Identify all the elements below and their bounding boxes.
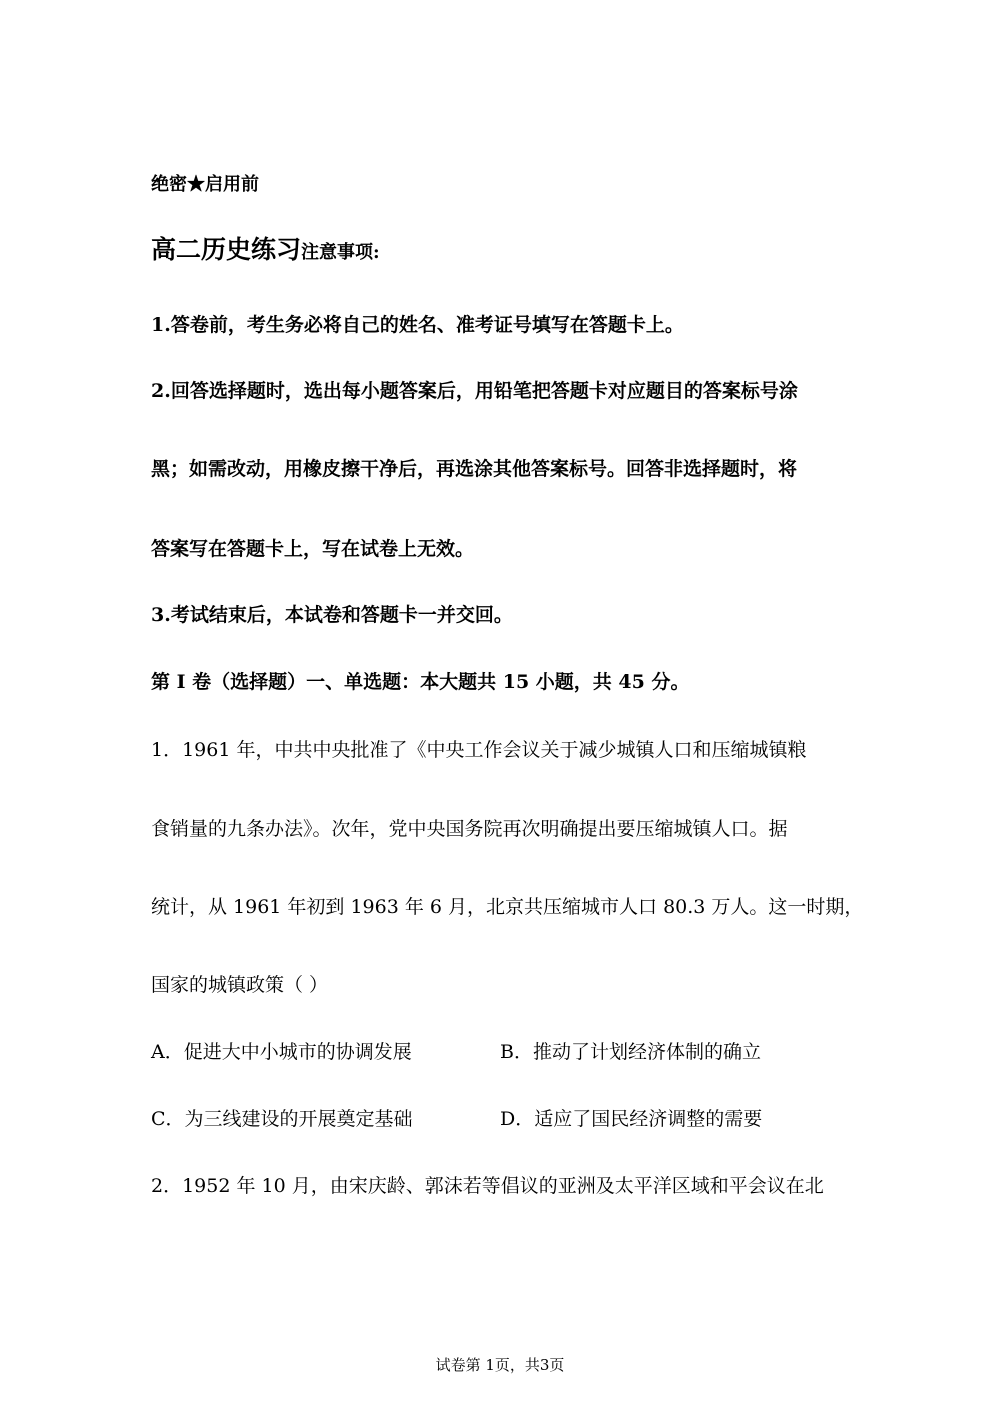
notice-1: 1.答卷前，考生务必将自己的姓名、准考证号填写在答题卡上。 [151,314,684,336]
notice-2-line-1: 2.回答选择题时，选出每小题答案后，用铅笔把答题卡对应题目的答案标号涂 [151,380,798,402]
section-heading: 第 I 卷（选择题）一、单选题：本大题共 15 小题，共 45 分。 [151,671,690,693]
notice-3: 3.考试结束后，本试卷和答题卡一并交回。 [151,604,513,626]
notice-2-line-2: 黑；如需改动，用橡皮擦干净后，再选涂其他答案标号。回答非选择题时，将 [151,458,798,480]
question-1-option-a: A．促进大中小城市的协调发展 [151,1041,412,1063]
question-2-line-1: 2．1952 年 10 月，由宋庆龄、郭沫若等倡议的亚洲及太平洋区域和平会议在北 [151,1175,824,1197]
question-1-line-2: 食销量的九条办法》。次年，党中央国务院再次明确提出要压缩城镇人口。据 [151,818,788,840]
page-footer: 试卷第 1页，共3页 [435,1356,565,1374]
secret-mark: 绝密★启用前 [151,174,259,195]
question-1-option-b: B．推动了计划经济体制的确立 [500,1041,761,1063]
question-1-option-d: D．适应了国民经济调整的需要 [500,1108,763,1130]
question-1-line-1: 1．1961 年，中共中央批准了《中央工作会议关于减少城镇人口和压缩城镇粮 [151,739,807,761]
notice-title: 注意事项: [301,242,380,263]
notice-2-line-3: 答案写在答题卡上，写在试卷上无效。 [151,538,475,560]
exam-title: 高二历史练习 [151,235,302,264]
title-row [151,235,380,265]
question-1-line-3: 统计，从 1961 年初到 1963 年 6 月，北京共压缩城市人口 80.3 万人。这一时期， [151,896,864,918]
question-1-option-c: C．为三线建设的开展奠定基础 [151,1108,413,1130]
question-1-line-4: 国家的城镇政策（ ） [151,974,329,996]
